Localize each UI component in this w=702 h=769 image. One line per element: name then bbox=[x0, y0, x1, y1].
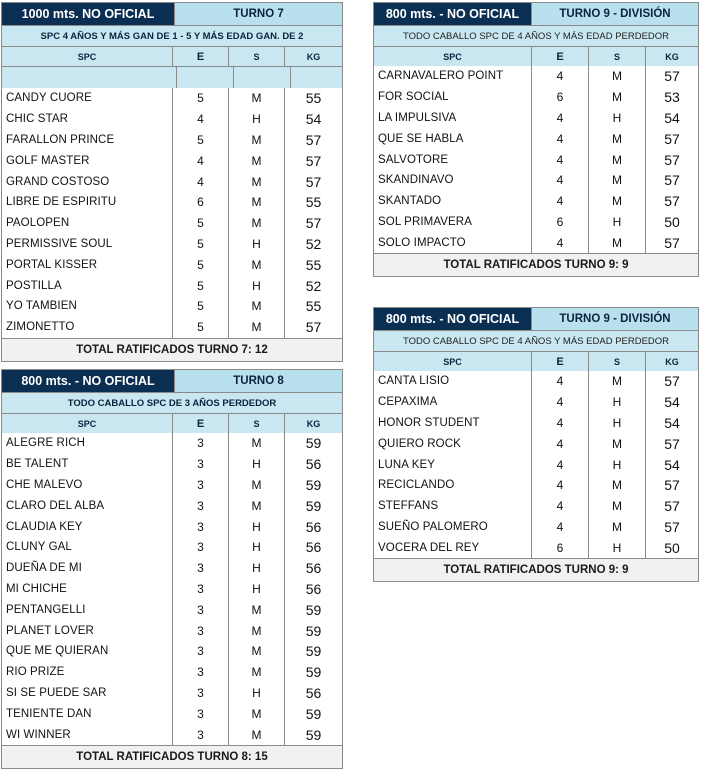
horse-name: QUIERO ROCK bbox=[378, 437, 461, 450]
weight-cell: 57 bbox=[645, 149, 698, 170]
table-row bbox=[374, 170, 698, 191]
age-cell: 3 bbox=[172, 537, 228, 558]
table-row bbox=[2, 683, 342, 704]
horse-name: SOL PRIMAVERA bbox=[378, 215, 472, 228]
sex-cell: M bbox=[228, 150, 284, 171]
turno-9-division-b-table bbox=[373, 307, 699, 582]
sex-cell: M bbox=[228, 703, 284, 724]
horse-name: CHIC STAR bbox=[6, 113, 69, 126]
horse-name: SI SE PUEDE SAR bbox=[6, 686, 107, 699]
weight-cell: 59 bbox=[284, 662, 342, 683]
col-e: E bbox=[531, 47, 588, 66]
table-header bbox=[2, 3, 342, 25]
age-cell: 3 bbox=[172, 641, 228, 662]
table-row bbox=[2, 662, 342, 683]
race-condition: TODO CABALLO SPC DE 4 AÑOS Y MÁS EDAD PERDEDOR bbox=[374, 25, 698, 46]
sex-cell: M bbox=[228, 317, 284, 338]
column-headers bbox=[2, 413, 342, 433]
age-cell: 4 bbox=[531, 433, 588, 454]
table-row bbox=[2, 433, 342, 454]
age-cell: 4 bbox=[531, 170, 588, 191]
sex-cell: M bbox=[228, 724, 284, 745]
age-cell: 3 bbox=[172, 662, 228, 683]
weight-cell: 57 bbox=[645, 371, 698, 392]
table-row bbox=[2, 495, 342, 516]
total-ratified: TOTAL RATIFICADOS TURNO 9: 9 bbox=[374, 558, 698, 581]
sex-cell: M bbox=[228, 495, 284, 516]
weight-cell: 59 bbox=[284, 724, 342, 745]
weight-cell: 57 bbox=[645, 517, 698, 538]
col-kg: KG bbox=[645, 47, 698, 66]
age-cell: 5 bbox=[172, 213, 228, 234]
horse-name: SALVOTORE bbox=[378, 153, 449, 166]
weight-cell: 59 bbox=[284, 599, 342, 620]
table-header bbox=[374, 3, 698, 25]
column-headers bbox=[374, 46, 698, 66]
age-cell: 5 bbox=[172, 234, 228, 255]
horse-name: SKANDINAVO bbox=[378, 174, 454, 187]
sex-cell: M bbox=[228, 641, 284, 662]
sex-cell: M bbox=[228, 620, 284, 641]
table-row bbox=[2, 213, 342, 234]
col-s: S bbox=[228, 47, 284, 66]
weight-cell: 57 bbox=[645, 128, 698, 149]
age-cell: 5 bbox=[172, 275, 228, 296]
age-cell: 5 bbox=[172, 88, 228, 109]
horse-name: STEFFANS bbox=[378, 500, 439, 513]
blank-row bbox=[2, 66, 342, 88]
table-row bbox=[374, 392, 698, 413]
turno-label: TURNO 9 - DIVISIÓN bbox=[531, 308, 698, 330]
weight-cell: 53 bbox=[645, 87, 698, 108]
weight-cell: 54 bbox=[284, 109, 342, 130]
weight-cell: 57 bbox=[645, 191, 698, 212]
sex-cell: H bbox=[588, 413, 645, 434]
weight-cell: 57 bbox=[284, 171, 342, 192]
weight-cell: 50 bbox=[645, 537, 698, 558]
age-cell: 4 bbox=[531, 413, 588, 434]
col-s: S bbox=[588, 352, 645, 371]
total-ratified: TOTAL RATIFICADOS TURNO 8: 15 bbox=[2, 745, 342, 768]
age-cell: 3 bbox=[172, 579, 228, 600]
table-row bbox=[2, 317, 342, 338]
sex-cell: M bbox=[228, 475, 284, 496]
table-row bbox=[2, 109, 342, 130]
table-row bbox=[2, 88, 342, 109]
weight-cell: 55 bbox=[284, 254, 342, 275]
sex-cell: H bbox=[228, 516, 284, 537]
table-row bbox=[374, 149, 698, 170]
sex-cell: M bbox=[588, 149, 645, 170]
age-cell: 3 bbox=[172, 558, 228, 579]
table-row bbox=[2, 558, 342, 579]
age-cell: 3 bbox=[172, 475, 228, 496]
weight-cell: 57 bbox=[284, 317, 342, 338]
horse-name: FARALLON PRINCE bbox=[6, 133, 115, 146]
weight-cell: 56 bbox=[284, 558, 342, 579]
age-cell: 4 bbox=[172, 171, 228, 192]
age-cell: 3 bbox=[172, 433, 228, 454]
horse-name: YO TAMBIEN bbox=[6, 300, 77, 313]
table-row bbox=[374, 66, 698, 87]
table-row bbox=[2, 537, 342, 558]
sex-cell: M bbox=[228, 662, 284, 683]
weight-cell: 57 bbox=[645, 170, 698, 191]
sex-cell: M bbox=[228, 296, 284, 317]
table-row bbox=[374, 191, 698, 212]
horse-name: CANTA LISIO bbox=[378, 375, 450, 388]
sex-cell: H bbox=[588, 108, 645, 129]
weight-cell: 59 bbox=[284, 433, 342, 454]
weight-cell: 56 bbox=[284, 683, 342, 704]
horse-name: CARNAVALERO POINT bbox=[378, 70, 504, 83]
horse-name: BE TALENT bbox=[6, 458, 69, 471]
entries-list bbox=[374, 66, 698, 253]
weight-cell: 57 bbox=[645, 66, 698, 87]
sex-cell: M bbox=[228, 130, 284, 151]
weight-cell: 56 bbox=[284, 537, 342, 558]
sex-cell: M bbox=[588, 371, 645, 392]
sex-cell: M bbox=[228, 88, 284, 109]
sex-cell: M bbox=[228, 433, 284, 454]
total-ratified: TOTAL RATIFICADOS TURNO 7: 12 bbox=[2, 338, 342, 361]
age-cell: 4 bbox=[172, 150, 228, 171]
table-row bbox=[374, 537, 698, 558]
sex-cell: M bbox=[588, 170, 645, 191]
table-row bbox=[2, 275, 342, 296]
horse-name: MI CHICHE bbox=[6, 582, 67, 595]
col-spc: SPC bbox=[443, 51, 462, 62]
col-spc: SPC bbox=[77, 51, 97, 62]
weight-cell: 54 bbox=[645, 392, 698, 413]
age-cell: 3 bbox=[172, 620, 228, 641]
col-kg: KG bbox=[284, 414, 342, 433]
weight-cell: 57 bbox=[645, 232, 698, 253]
table-row bbox=[2, 171, 342, 192]
distance-label: 800 mts. - NO OFICIAL bbox=[374, 3, 531, 25]
table-row bbox=[2, 516, 342, 537]
horse-name: SKANTADO bbox=[378, 195, 442, 208]
sex-cell: M bbox=[588, 232, 645, 253]
horse-name: QUE ME QUIERAN bbox=[6, 645, 109, 658]
horse-name: DUEÑA DE MI bbox=[6, 562, 82, 575]
age-cell: 5 bbox=[172, 317, 228, 338]
weight-cell: 50 bbox=[645, 212, 698, 233]
turno-label: TURNO 9 - DIVISIÓN bbox=[531, 3, 698, 25]
table-row bbox=[374, 128, 698, 149]
sex-cell: H bbox=[228, 275, 284, 296]
race-condition: TODO CABALLO SPC DE 4 AÑOS Y MÁS EDAD PERDEDOR bbox=[374, 330, 698, 351]
col-e: E bbox=[531, 352, 588, 371]
age-cell: 6 bbox=[531, 87, 588, 108]
weight-cell: 57 bbox=[284, 150, 342, 171]
column-headers bbox=[374, 351, 698, 371]
age-cell: 3 bbox=[172, 703, 228, 724]
column-headers bbox=[2, 46, 342, 66]
age-cell: 6 bbox=[531, 537, 588, 558]
table-row bbox=[374, 496, 698, 517]
entries-list bbox=[2, 433, 342, 745]
horse-name: FOR SOCIAL bbox=[378, 91, 449, 104]
weight-cell: 54 bbox=[645, 454, 698, 475]
sex-cell: H bbox=[228, 579, 284, 600]
sex-cell: H bbox=[588, 392, 645, 413]
horse-name: RECICLANDO bbox=[378, 479, 455, 492]
age-cell: 5 bbox=[172, 254, 228, 275]
age-cell: 4 bbox=[531, 392, 588, 413]
sex-cell: H bbox=[228, 537, 284, 558]
table-row bbox=[2, 454, 342, 475]
sex-cell: M bbox=[588, 191, 645, 212]
horse-name: PORTAL KISSER bbox=[6, 258, 98, 271]
turno-9-division-a-table bbox=[373, 2, 699, 277]
sex-cell: M bbox=[228, 254, 284, 275]
sex-cell: M bbox=[588, 128, 645, 149]
race-condition: TODO CABALLO SPC DE 3 AÑOS PERDEDOR bbox=[2, 392, 342, 413]
total-ratified: TOTAL RATIFICADOS TURNO 9: 9 bbox=[374, 253, 698, 276]
age-cell: 4 bbox=[531, 517, 588, 538]
sex-cell: H bbox=[588, 212, 645, 233]
sex-cell: M bbox=[588, 433, 645, 454]
table-row bbox=[2, 475, 342, 496]
horse-name: CLAUDIA KEY bbox=[6, 520, 83, 533]
sex-cell: M bbox=[588, 87, 645, 108]
horse-name: HONOR STUDENT bbox=[378, 416, 480, 429]
table-row bbox=[374, 433, 698, 454]
weight-cell: 54 bbox=[645, 413, 698, 434]
sex-cell: H bbox=[588, 537, 645, 558]
table-header bbox=[374, 308, 698, 330]
weight-cell: 55 bbox=[284, 296, 342, 317]
table-row bbox=[374, 475, 698, 496]
weight-cell: 55 bbox=[284, 192, 342, 213]
col-e: E bbox=[172, 47, 228, 66]
horse-name: CEPAXIMA bbox=[378, 396, 438, 409]
age-cell: 4 bbox=[531, 66, 588, 87]
horse-name: RIO PRIZE bbox=[6, 666, 65, 679]
horse-name: POSTILLA bbox=[6, 279, 62, 292]
col-kg: KG bbox=[645, 352, 698, 371]
col-e: E bbox=[172, 414, 228, 433]
table-row bbox=[2, 724, 342, 745]
horse-name: CLUNY GAL bbox=[6, 541, 72, 554]
weight-cell: 59 bbox=[284, 641, 342, 662]
horse-name: SUEÑO PALOMERO bbox=[378, 520, 488, 533]
sex-cell: H bbox=[228, 558, 284, 579]
weight-cell: 52 bbox=[284, 275, 342, 296]
table-row bbox=[374, 87, 698, 108]
table-row bbox=[2, 192, 342, 213]
age-cell: 5 bbox=[172, 296, 228, 317]
turno-label: TURNO 7 bbox=[174, 3, 342, 25]
table-row bbox=[2, 641, 342, 662]
weight-cell: 57 bbox=[645, 475, 698, 496]
age-cell: 6 bbox=[531, 212, 588, 233]
horse-name: LUNA KEY bbox=[378, 458, 436, 471]
weight-cell: 57 bbox=[645, 496, 698, 517]
age-cell: 3 bbox=[172, 683, 228, 704]
age-cell: 6 bbox=[172, 192, 228, 213]
sex-cell: H bbox=[228, 683, 284, 704]
age-cell: 3 bbox=[172, 599, 228, 620]
horse-name: VOCERA DEL REY bbox=[378, 541, 480, 554]
table-row bbox=[374, 371, 698, 392]
age-cell: 5 bbox=[172, 130, 228, 151]
age-cell: 4 bbox=[172, 109, 228, 130]
horse-name: TENIENTE DAN bbox=[6, 707, 92, 720]
horse-name: WI WINNER bbox=[6, 728, 71, 741]
weight-cell: 59 bbox=[284, 475, 342, 496]
turno-label: TURNO 8 bbox=[174, 370, 342, 392]
table-row bbox=[2, 150, 342, 171]
race-condition: SPC 4 AÑOS Y MÁS GAN DE 1 - 5 Y MÁS EDAD GAN. DE 2 bbox=[2, 25, 342, 46]
sex-cell: M bbox=[228, 599, 284, 620]
age-cell: 4 bbox=[531, 149, 588, 170]
weight-cell: 57 bbox=[284, 130, 342, 151]
horse-name: LIBRE DE ESPIRITU bbox=[6, 196, 117, 209]
age-cell: 4 bbox=[531, 475, 588, 496]
entries-list bbox=[374, 371, 698, 558]
distance-label: 1000 mts. NO OFICIAL bbox=[2, 3, 174, 25]
table-row bbox=[2, 234, 342, 255]
table-row bbox=[2, 599, 342, 620]
age-cell: 3 bbox=[172, 495, 228, 516]
weight-cell: 57 bbox=[645, 433, 698, 454]
horse-name: CHE MALEVO bbox=[6, 478, 83, 491]
weight-cell: 59 bbox=[284, 620, 342, 641]
horse-name: PERMISSIVE SOUL bbox=[6, 237, 113, 250]
col-s: S bbox=[228, 414, 284, 433]
table-row bbox=[2, 703, 342, 724]
horse-name: PLANET LOVER bbox=[6, 624, 94, 637]
sex-cell: H bbox=[228, 109, 284, 130]
sex-cell: M bbox=[228, 171, 284, 192]
weight-cell: 56 bbox=[284, 516, 342, 537]
distance-label: 800 mts. - NO OFICIAL bbox=[374, 308, 531, 330]
sex-cell: M bbox=[588, 475, 645, 496]
table-row bbox=[2, 296, 342, 317]
sex-cell: M bbox=[228, 192, 284, 213]
table-row bbox=[2, 620, 342, 641]
age-cell: 4 bbox=[531, 496, 588, 517]
weight-cell: 52 bbox=[284, 234, 342, 255]
weight-cell: 56 bbox=[284, 454, 342, 475]
table-row bbox=[2, 579, 342, 600]
horse-name: PAOLOPEN bbox=[6, 217, 70, 230]
horse-name: ALEGRE RICH bbox=[6, 437, 86, 450]
weight-cell: 55 bbox=[284, 88, 342, 109]
weight-cell: 57 bbox=[284, 213, 342, 234]
table-row bbox=[2, 254, 342, 275]
col-s: S bbox=[588, 47, 645, 66]
table-row bbox=[2, 130, 342, 151]
horse-name: ZIMONETTO bbox=[6, 321, 75, 334]
sex-cell: H bbox=[588, 454, 645, 475]
horse-name: CLARO DEL ALBA bbox=[6, 499, 105, 512]
weight-cell: 59 bbox=[284, 703, 342, 724]
turno-8-table bbox=[1, 369, 343, 769]
horse-name: GOLF MASTER bbox=[6, 154, 90, 167]
horse-name: SOLO IMPACTO bbox=[378, 236, 466, 249]
table-row bbox=[374, 212, 698, 233]
horse-name: PENTANGELLI bbox=[6, 603, 86, 616]
age-cell: 4 bbox=[531, 454, 588, 475]
turno-7-table bbox=[1, 2, 343, 362]
entries-list bbox=[2, 88, 342, 338]
age-cell: 4 bbox=[531, 108, 588, 129]
table-row bbox=[374, 413, 698, 434]
table-row bbox=[374, 517, 698, 538]
horse-name: CANDY CUORE bbox=[6, 92, 92, 105]
sex-cell: M bbox=[588, 496, 645, 517]
sex-cell: M bbox=[228, 213, 284, 234]
age-cell: 3 bbox=[172, 724, 228, 745]
weight-cell: 54 bbox=[645, 108, 698, 129]
age-cell: 4 bbox=[531, 371, 588, 392]
sex-cell: M bbox=[588, 66, 645, 87]
age-cell: 4 bbox=[531, 128, 588, 149]
table-row bbox=[374, 108, 698, 129]
age-cell: 3 bbox=[172, 516, 228, 537]
horse-name: GRAND COSTOSO bbox=[6, 175, 110, 188]
col-spc: SPC bbox=[77, 418, 97, 429]
weight-cell: 56 bbox=[284, 579, 342, 600]
sex-cell: M bbox=[588, 517, 645, 538]
sex-cell: H bbox=[228, 454, 284, 475]
col-spc: SPC bbox=[443, 356, 462, 367]
age-cell: 3 bbox=[172, 454, 228, 475]
table-row bbox=[374, 232, 698, 253]
col-kg: KG bbox=[284, 47, 342, 66]
horse-name: LA IMPULSIVA bbox=[378, 111, 457, 124]
table-header bbox=[2, 370, 342, 392]
sex-cell: H bbox=[228, 234, 284, 255]
age-cell: 4 bbox=[531, 191, 588, 212]
distance-label: 800 mts. - NO OFICIAL bbox=[2, 370, 174, 392]
age-cell: 4 bbox=[531, 232, 588, 253]
horse-name: QUE SE HABLA bbox=[378, 132, 464, 145]
table-row bbox=[374, 454, 698, 475]
weight-cell: 59 bbox=[284, 495, 342, 516]
